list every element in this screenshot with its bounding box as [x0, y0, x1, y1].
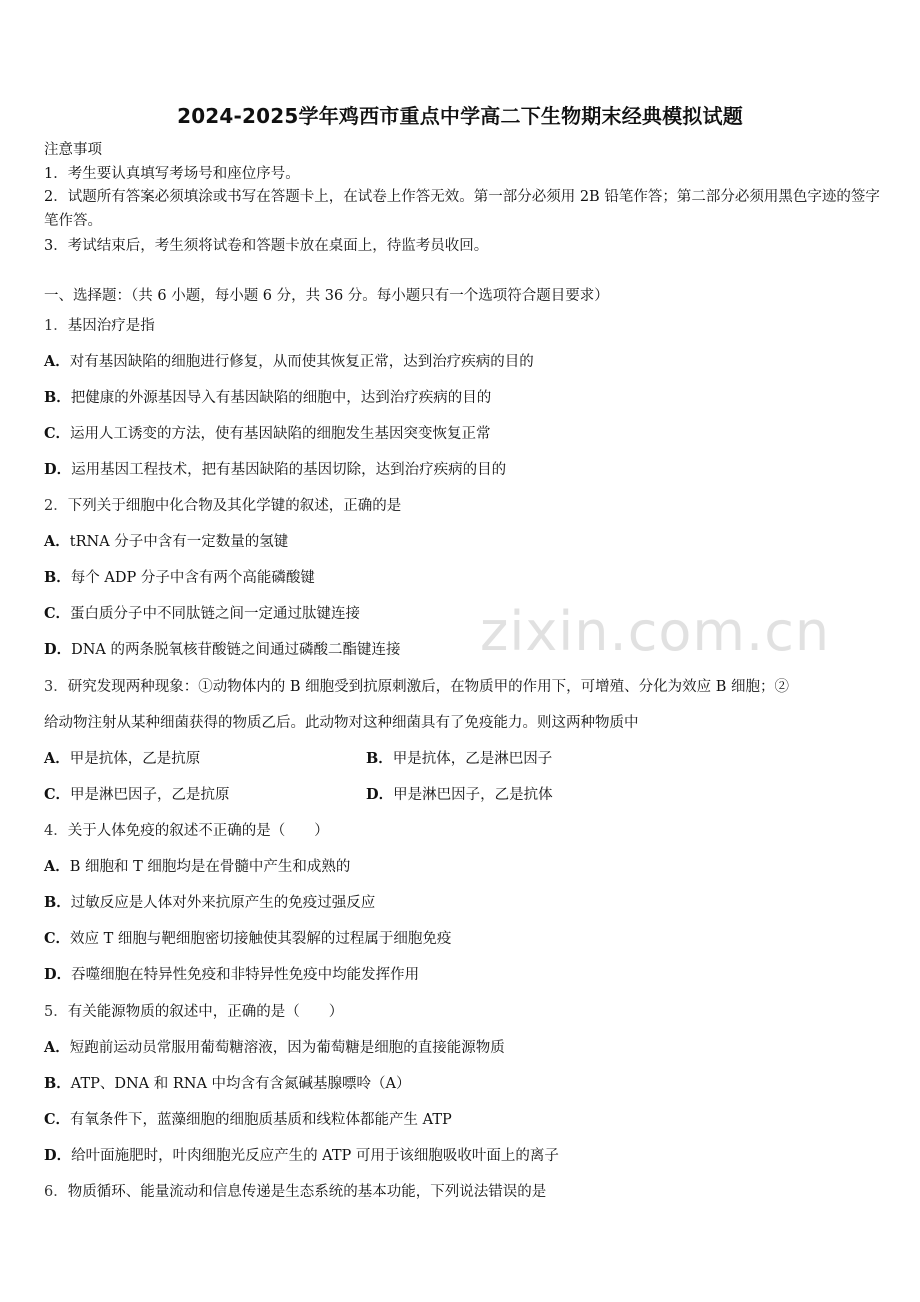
option-letter: A．	[44, 353, 70, 370]
option-text: 甲是淋巴因子，乙是抗体	[393, 787, 553, 803]
question-number: 5．	[44, 1004, 68, 1020]
option-c	[44, 602, 360, 623]
question-number: 2．	[44, 498, 68, 514]
option-text: 效应 T 细胞与靶细胞密切接触使其裂解的过程属于细胞免疫	[70, 931, 452, 947]
option-text: B 细胞和 T 细胞均是在骨髓中产生和成熟的	[69, 859, 351, 875]
notice-item: 2．试题所有答案必须填涂或书写在答题卡上，在试卷上作答无效。第一部分必须用 2B 铅笔作答；第二部分必须用黑色字迹的签字笔作答。	[44, 189, 880, 229]
question-stem: 物质循环、能量流动和信息传递是生态系统的基本功能，下列说法错误的是	[67, 1184, 547, 1200]
option-b	[44, 891, 375, 912]
section-heading: 一、选择题：（共 6 小题，每小题 6 分，共 36 分。每小题只有一个选项符合题目要求）	[44, 288, 609, 304]
option-text: 运用人工诱变的方法，使有基因缺陷的细胞发生基因突变恢复正常	[70, 426, 491, 442]
option-text: 有氧条件下，蓝藻细胞的细胞质基质和线粒体都能产生 ATP	[70, 1112, 452, 1128]
option-d	[44, 638, 400, 659]
option-text: 甲是抗体，乙是抗原	[69, 751, 201, 767]
question-1	[44, 314, 155, 335]
option-text: 运用基因工程技术，把有基因缺陷的基因切除，达到治疗疾病的目的	[71, 462, 507, 478]
option-d	[366, 783, 553, 804]
option-letter: A．	[44, 858, 70, 875]
notice-item: 3．考试结束后，考生须将试卷和答题卡放在桌面上，待监考员收回。	[44, 238, 489, 254]
option-text: 把健康的外源基因导入有基因缺陷的细胞中，达到治疗疾病的目的	[70, 390, 492, 406]
notice-item: 1．考生要认真填写考场号和座位序号。	[44, 166, 300, 182]
option-letter: A．	[44, 1039, 70, 1056]
option-text: 给叶面施肥时，叶肉细胞光反应产生的 ATP 可用于该细胞吸收叶面上的离子	[71, 1148, 559, 1164]
question-number: 3．	[44, 679, 68, 695]
option-a	[44, 747, 200, 768]
question-stem-continued: 给动物注射从某种细菌获得的物质乙后。此动物对这种细菌具有了免疫能力。则这两种物质中	[44, 715, 639, 731]
option-letter: B．	[366, 750, 393, 767]
option-letter: D．	[366, 786, 394, 803]
page-title: 2024-2025学年鸡西市重点中学高二下生物期末经典模拟试题	[177, 104, 743, 128]
option-letter: B．	[44, 569, 71, 586]
option-a	[44, 1036, 505, 1057]
option-c	[44, 927, 451, 948]
option-b	[366, 747, 552, 768]
option-text: DNA 的两条脱氧核苷酸链之间通过磷酸二酯键连接	[71, 642, 401, 658]
question-stem: 关于人体免疫的叙述不正确的是（ ）	[67, 823, 329, 839]
option-b	[44, 566, 315, 587]
question-stem: 有关能源物质的叙述中，正确的是（ ）	[67, 1004, 344, 1020]
option-text: 对有基因缺陷的细胞进行修复，从而使其恢复正常，达到治疗疾病的目的	[69, 354, 534, 370]
question-stem: 下列关于细胞中化合物及其化学键的叙述，正确的是	[67, 498, 402, 514]
question-number: 4．	[44, 823, 68, 839]
option-d	[44, 963, 419, 984]
option-a	[44, 530, 288, 551]
watermark: zixin.com.cn	[480, 600, 831, 663]
question-stem: 研究发现两种现象：①动物体内的 B 细胞受到抗原刺激后，在物质甲的作用下，可增殖、分化为效应 B 细胞；②	[67, 679, 789, 695]
question-2	[44, 494, 401, 515]
option-a	[44, 350, 534, 371]
option-text: 甲是抗体，乙是淋巴因子	[392, 751, 553, 767]
option-letter: C．	[44, 930, 71, 947]
option-letter: B．	[44, 389, 71, 406]
question-5	[44, 1000, 343, 1021]
question-4	[44, 819, 329, 840]
question-stem: 基因治疗是指	[67, 318, 155, 334]
option-c	[44, 1108, 452, 1129]
option-text: ATP、DNA 和 RNA 中均含有含氮碱基腺嘌呤（A）	[70, 1076, 411, 1092]
option-text: 蛋白质分子中不同肽链之间一定通过肽键连接	[70, 606, 361, 622]
option-letter: C．	[44, 786, 71, 803]
option-letter: A．	[44, 533, 70, 550]
option-letter: D．	[44, 1147, 72, 1164]
option-letter: C．	[44, 425, 71, 442]
option-letter: B．	[44, 1075, 71, 1092]
option-d	[44, 458, 506, 479]
option-d	[44, 1144, 559, 1165]
option-text: 短跑前运动员常服用葡萄糖溶液，因为葡萄糖是细胞的直接能源物质	[69, 1040, 505, 1056]
option-text: tRNA 分子中含有一定数量的氢键	[69, 534, 289, 550]
option-text: 吞噬细胞在特异性免疫和非特异性免疫中均能发挥作用	[71, 967, 420, 983]
option-letter: A．	[44, 750, 70, 767]
option-b	[44, 386, 491, 407]
option-c	[44, 422, 491, 443]
option-letter: D．	[44, 641, 72, 658]
option-text: 每个 ADP 分子中含有两个高能磷酸键	[70, 570, 315, 586]
option-text: 甲是淋巴因子，乙是抗原	[70, 787, 230, 803]
question-6	[44, 1180, 546, 1201]
option-letter: D．	[44, 461, 72, 478]
option-text: 过敏反应是人体对外来抗原产生的免疫过强反应	[70, 895, 376, 911]
question-number: 1．	[44, 318, 68, 334]
question-number: 6．	[44, 1184, 68, 1200]
option-letter: C．	[44, 1111, 71, 1128]
notice-heading: 注意事项	[44, 142, 102, 158]
option-b	[44, 1072, 411, 1093]
option-a	[44, 855, 350, 876]
option-c	[44, 783, 230, 804]
option-letter: B．	[44, 894, 71, 911]
option-letter: D．	[44, 966, 72, 983]
option-letter: C．	[44, 605, 71, 622]
question-3	[44, 675, 789, 696]
